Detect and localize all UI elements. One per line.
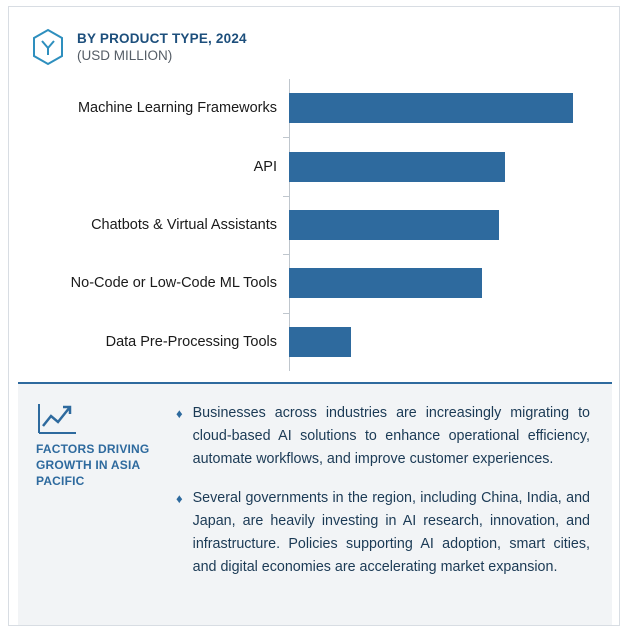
table-row (31, 313, 601, 371)
table-row (31, 79, 601, 137)
chart-frame (8, 6, 620, 626)
list-item-text: Several governments in the region, including China, India, and Japan, are heavily investing in AI research, innovation, and infrastructure. Policies supporting AI adoption, smart cities, and digital economies are accelerating market expansion. (192, 490, 590, 575)
bar-track (289, 79, 601, 137)
bar-value (289, 93, 573, 123)
bar-value (289, 327, 351, 357)
bullet-icon: ♦ (176, 406, 183, 421)
bar-track (289, 254, 601, 312)
table-row (31, 137, 601, 195)
bar-track (289, 196, 601, 254)
list-item (176, 402, 590, 471)
bar-category-label: Machine Learning Frameworks (77, 100, 277, 117)
insights-heading: FACTORS DRIVING GROWTH IN ASIA PACIFIC (36, 442, 150, 488)
list-item (176, 487, 590, 579)
header-text (77, 27, 247, 64)
bar-chart (31, 79, 601, 371)
bar-category-label: Data Pre-Processing Tools (105, 333, 277, 350)
bar-value (289, 268, 482, 298)
bar-track (289, 313, 601, 371)
bar-track (289, 137, 601, 195)
chart-title: BY PRODUCT TYPE, 2024 (77, 31, 247, 46)
hexagon-target-icon (31, 28, 65, 66)
bar-value (289, 152, 505, 182)
table-row (31, 254, 601, 312)
chart-subtitle: (USD MILLION) (77, 48, 173, 63)
line-chart-icon (36, 423, 78, 440)
insights-heading-block (18, 384, 170, 625)
bar-rows (31, 79, 601, 371)
table-row (31, 196, 601, 254)
chart-header (31, 27, 247, 66)
insights-panel (18, 382, 612, 625)
bar-category-label: No-Code or Low-Code ML Tools (70, 275, 277, 292)
insights-list (170, 384, 612, 625)
bar-category-label: Chatbots & Virtual Assistants (91, 217, 277, 234)
bar-category-label: API (253, 158, 277, 175)
bar-value (289, 210, 499, 240)
bullet-icon: ♦ (176, 491, 183, 506)
list-item-text: Businesses across industries are increasingly migrating to cloud-based AI solutions to enhance operational efficiency, automate workflows, and improve customer experiences. (192, 405, 590, 467)
